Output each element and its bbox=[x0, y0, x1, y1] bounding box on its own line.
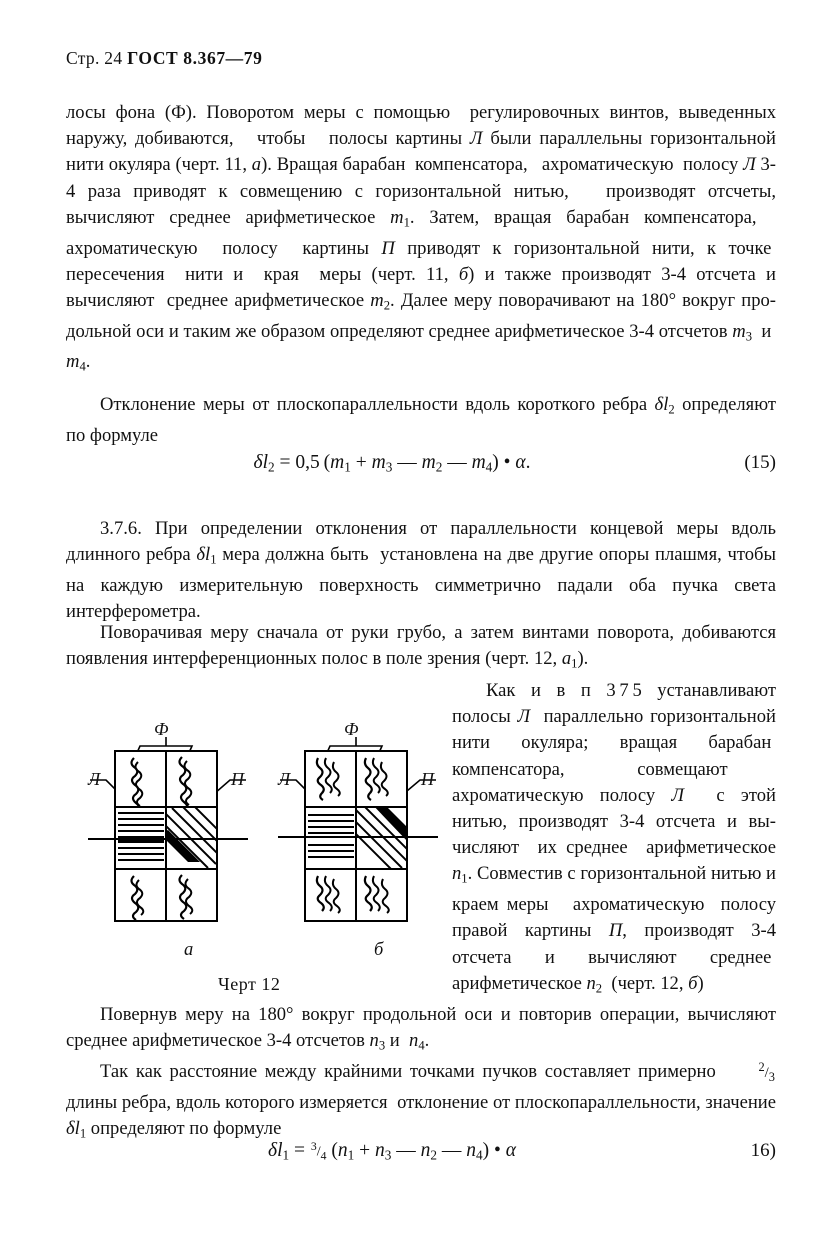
paragraph-1 bbox=[66, 100, 776, 380]
figure-a-cell-bottom-left bbox=[116, 870, 166, 922]
figure-a-cell-top-left bbox=[116, 752, 166, 806]
paragraph-1-text: лосы фона (Ф). Поворотом меры с помощью регулировочных винтов, выведенных наружу, добиваются, чтобы полосы картины Л были параллельны горизонтальной нити окуляра (черт. 11, а). Вращая барабан компенсатора, ахроматическую полосу Л 3-4 раза приводят к совмещению с горизонтальной нитью, производят отсчеты, вычисляют среднее арифметическое m1. Затем, вращая барабан компенсатора, ахроматическую полосу картины П приводят к горизонтальной нити, к точке пересечения нити и края меры (черт. 11, б) и также производят 3-4 отсчета и вычисляют среднее арифметическое m2. Далее меру поворачивают на 180° вокруг продольной оси и таким же образом определяют среднее арифметическое 3-4 отсчетов m3 и m4. bbox=[66, 102, 776, 374]
figure-a-cell-bottom-right bbox=[166, 870, 216, 922]
figure-b-cell-middle-left bbox=[306, 808, 356, 868]
figure-a bbox=[88, 720, 248, 932]
fringe-line bbox=[308, 820, 354, 822]
fringe-line bbox=[308, 844, 354, 846]
figure-b-label-right: П bbox=[421, 769, 434, 789]
figure-a-frame bbox=[114, 750, 218, 922]
background-fringe-squiggle-icon bbox=[356, 870, 406, 922]
fringe-line bbox=[118, 812, 164, 814]
paragraph-2-text: Отклонение меры от плоскопараллельности вдоль короткого ребра δl2 определяют по формуле bbox=[66, 394, 776, 446]
formula-16-number: 16) bbox=[750, 1140, 776, 1161]
paragraph-5 bbox=[66, 1002, 776, 1059]
figure-b-label-left: Л bbox=[278, 769, 291, 789]
figure-block bbox=[66, 686, 434, 994]
paragraph-6-text: Так как расстояние между крайними точками пучков составляет примерно $^2/_3$ длины ребра, вдоль которого измеряется отклонение от плоскопараллельности, значение δl1 определяют по формуле bbox=[66, 1060, 776, 1141]
figure-a-label-right: П bbox=[231, 769, 244, 789]
background-fringe-squiggle-icon bbox=[116, 870, 166, 922]
diagonal-fringe-pattern bbox=[356, 808, 406, 868]
background-fringe-squiggle-icon bbox=[166, 752, 216, 806]
formula-15-expression: δl2 = 0,5 (m1 + m3 — m2 — m4) • α. bbox=[253, 452, 531, 475]
fringe-line bbox=[308, 850, 354, 852]
figure-b-subcaption: б bbox=[374, 940, 384, 960]
background-fringe-squiggle-icon bbox=[356, 752, 406, 806]
fringe-line bbox=[118, 859, 164, 861]
paragraph-6 bbox=[66, 1054, 776, 1147]
background-fringe-squiggle-icon bbox=[306, 870, 356, 922]
paragraph-2 bbox=[66, 392, 776, 449]
figure-b-reticle-line bbox=[278, 836, 438, 838]
paragraph-3-text: 3.7.6. При определении отклонения от параллельности концевой меры вдоль длинного ребра δl1 мера должна быть установлена на две другие опоры плашмя, чтобы на каждую измерительную поверхность симметрично падали оба пучка света интерферометра. bbox=[66, 518, 776, 623]
figure-b-cell-bottom-right bbox=[356, 870, 406, 922]
figure-a-label-top: Ф bbox=[154, 719, 169, 739]
figure-b-cell-top-left bbox=[306, 752, 356, 806]
paragraph-4 bbox=[66, 620, 776, 677]
figure-a-subcaption: а bbox=[184, 940, 194, 960]
fringe-line bbox=[308, 856, 354, 858]
sidebar-text: Как и в п 3 7 5 устанавливают полосы Л параллельно горизонтальной нити окуляра; вращая барабан компенсатора, совмещают ахроматическую полосу Л с этой нитью, производят 3-4 отсчета и вычисляют их среднее арифметическое n1. Совместив с горизонтальной нитью и краем меры ахроматическую полосу правой картины П, производят 3-4 отсчета и вычисляют среднее арифметическое n2 (черт. 12, б) bbox=[452, 680, 776, 996]
fringe-line bbox=[118, 847, 164, 849]
figure-a-reticle-line bbox=[88, 838, 248, 840]
background-fringe-squiggle-icon bbox=[116, 752, 166, 806]
figure-a-cell-top-right bbox=[166, 752, 216, 806]
formula-15-number: (15) bbox=[744, 452, 776, 473]
figure-b-cell-top-right bbox=[356, 752, 406, 806]
figure-b-cell-middle-right bbox=[356, 808, 406, 868]
paragraph-5-text: Повернув меру на 180° вокруг продольной оси и повторив операции, вычисляют среднее арифметическое 3-4 отсчетов n3 и n4. bbox=[66, 1004, 776, 1053]
figure-b bbox=[278, 720, 438, 932]
figure-b-label-top: Ф bbox=[344, 719, 359, 739]
sidebar-column bbox=[452, 678, 776, 1002]
background-fringe-squiggle-icon bbox=[306, 752, 356, 806]
fringe-line bbox=[118, 818, 164, 820]
background-fringe-squiggle-icon bbox=[166, 870, 216, 922]
figure-a-label-left: Л bbox=[88, 769, 101, 789]
running-head bbox=[66, 48, 262, 69]
fringe-line bbox=[308, 814, 354, 816]
standard-designation: ГОСТ 8.367—79 bbox=[127, 48, 263, 68]
formula-16-expression: $\delta l1 = ^3/_4$ (n1 + n3 — n2 — n4) • α bbox=[268, 1140, 516, 1163]
page-number-label: Стр. 24 bbox=[66, 48, 123, 68]
fringe-line bbox=[118, 830, 164, 832]
formula-16 bbox=[66, 1140, 776, 1164]
figure-caption: Черт 12 bbox=[218, 974, 281, 994]
formula-15 bbox=[66, 452, 776, 476]
fringe-line bbox=[308, 832, 354, 834]
paragraph-3 bbox=[66, 516, 776, 625]
fringe-line bbox=[308, 826, 354, 828]
paragraph-4-text: Поворачивая меру сначала от руки грубо, а затем винтами поворота, добиваются появления интерференционных полос в поле зрения (черт. 12, a1). bbox=[66, 622, 776, 671]
figure-b-cell-bottom-left bbox=[306, 870, 356, 922]
fringe-line bbox=[118, 853, 164, 855]
fringe-line bbox=[118, 824, 164, 826]
